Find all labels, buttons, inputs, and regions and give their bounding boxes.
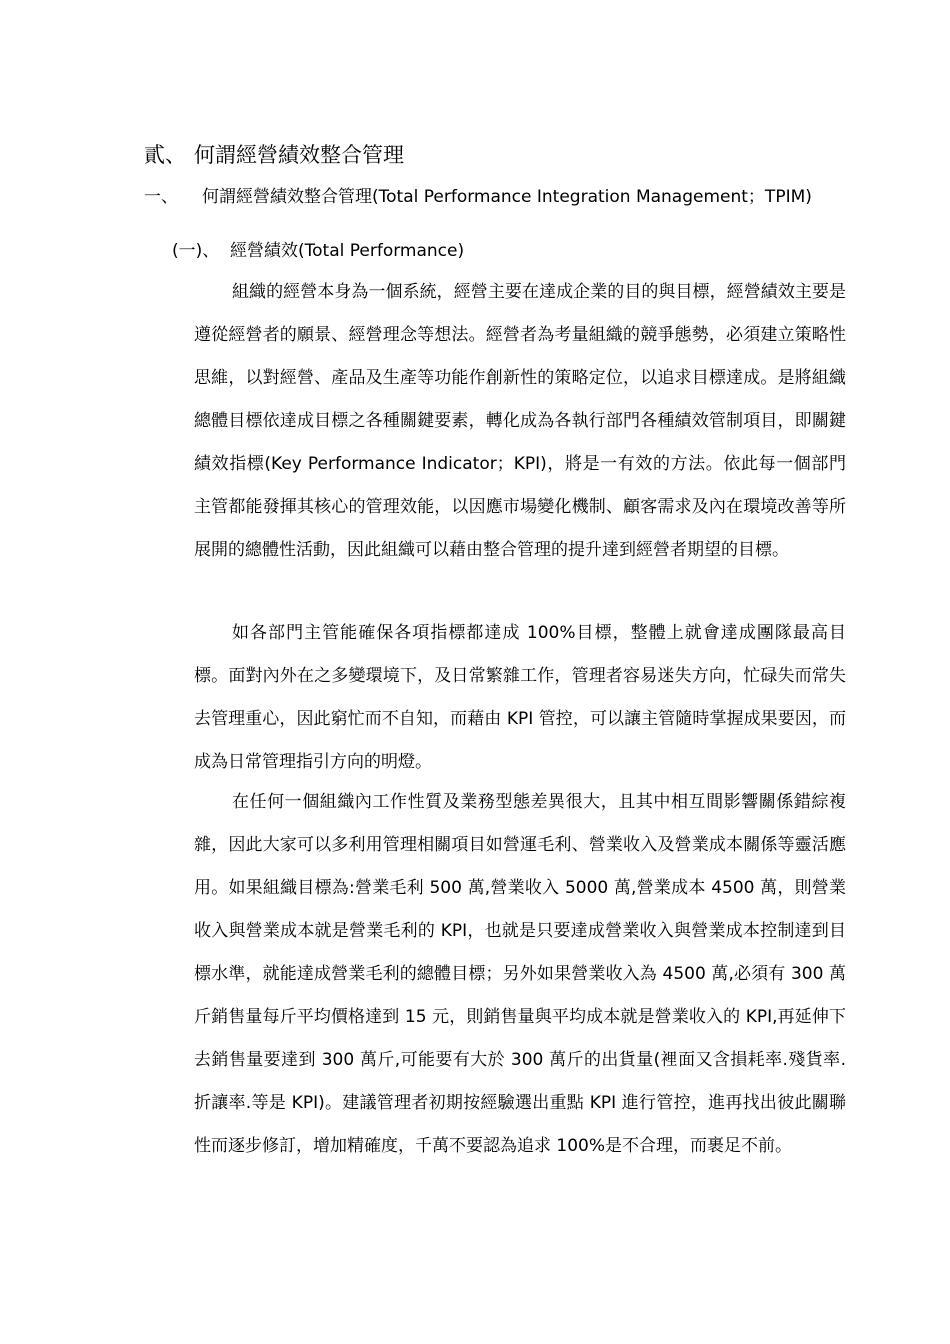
subsection-number: 一、 <box>144 187 178 207</box>
body-paragraph: 在任何一個組織內工作性質及業務型態差異很大，且其中相互間影響關係錯綜複雜，因此大家可以多利用管理相關項目如營運毛利、營業收入及營業成本關係等靈活應用。如果組織目標為:營業毛利 500 萬,營業收入 5000 萬,營業成本 4500 萬，則營業收入與營業成本就是營業毛利的 KPI，也就是只要達成營業收入與營業成本控制達到目標水準，就能達成營業毛利的總體目標；另外如果營業收入為 4500 萬,必須有 300 萬斤銷售量每斤平均價格達到 15 元，則銷售量與平均成本就是營業收入的 KPI,再延伸下去銷售量要達到 300 萬斤,可能要有大於 300 萬斤的出貨量(裡面又含損耗率.殘貨率.折讓率.等是 KPI)。建議管理者初期按經驗選出重點 KPI 進行管控，進再找出彼此關聯性而逐步修訂，增加精確度，千萬不要認為追求 100%是不合理，而裹足不前。 <box>194 792 846 1156</box>
subsection-heading <box>144 184 812 210</box>
body-paragraph: 組織的經營本身為一個系統，經營主要在達成企業的目的與目標，經營績效主要是遵從經營者的願景、經營理念等想法。經營者為考量組織的競爭態勢，必須建立策略性思維，以對經營、產品及生產等功能作創新性的策略定位，以追求目標達成。是將組織總體目標依達成目標之各種關鍵要素，轉化成為各執行部門各種績效管制項目，即關鍵績效指標(Key Performance Indicator；KPI)，將是一有效的方法。依此每一個部門主管都能發揮其核心的管理效能，以因應市場變化機制、顧客需求及內在環境改善等所展開的總體性活動，因此組織可以藉由整合管理的提升達到經營者期望的目標。 <box>194 282 846 560</box>
subsubsection-title: 經營績效(Total Performance) <box>230 241 465 261</box>
subsubsection-number: (一)、 <box>172 241 220 261</box>
subsection-title: 何謂經營績效整合管理(Total Performance Integration Management；TPIM) <box>202 187 812 207</box>
section-heading <box>144 141 404 169</box>
body-paragraph: 如各部門主管能確保各項指標都達成 100%目標，整體上就會達成團隊最高目標。面對內外在之多變環境下，及日常繁雜工作，管理者容易迷失方向，忙碌失而常失去管理重心，因此窮忙而不自知，而藉由 KPI 管控，可以讓主管隨時掌握成果要因，而成為日常管理指引方向的明燈。 <box>194 623 846 772</box>
section-number: 貳、 <box>144 143 186 167</box>
subsubsection-heading <box>172 238 464 264</box>
section-title: 何謂經營績效整合管理 <box>194 143 404 167</box>
